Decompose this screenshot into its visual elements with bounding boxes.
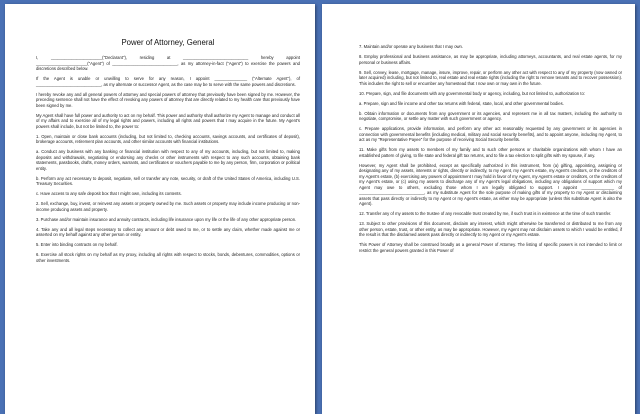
paragraph: b. Perform any act necessary to deposit, negotiate, sell or transfer any note, security, or draft of the United States of America, including U.S. Treasury Securities. (36, 175, 300, 186)
paragraph: 11. Make gifts from my assets to members of my family and to such other persons or charitable organizations with whom I have an established pattern of giving, to file state and federal gift tax returns, and to file a tax election to split gifts with my spouse, if any. (359, 147, 622, 158)
paragraph: 13. Subject to other provisions of this document, disclaim any interest, which might otherwise be transferred or distributed to me from any other person, estate, trust, or other entity, as may be appropriate. However, my Agent may not disclaim assets to which I would be entitled, if the result is that the disclaimed assets pass directly or indirectly to my Agent or my Agent's estate. (359, 221, 622, 237)
document-page-2 (322, 4, 635, 414)
paragraph: 6. Exercise all stock rights on my behalf as my proxy, including all rights with respect to stocks, bonds, debentures, commodities, options or other investments. (36, 252, 300, 263)
paragraph: 3. Purchase and/or maintain insurance and annuity contracts, including life insurance upon my life or the life of any other appropriate person. (36, 216, 297, 222)
paragraph: 9. Sell, convey, lease, mortgage, manage, insure, improve, repair, or perform any other act with respect to any of my property (now owned or later acquired) including, but not limited to, real estate and real estate rights (including the right to remove tenants and to recover possession). This includes the right to sell or encumber any homestead that I now own or may own in the future. (359, 69, 622, 86)
paragraph: I hereby revoke any and all general powers of attorney and special powers of attorney that previously have been signed by me. However, the preceding sentence shall not have the effect of revoking any powers of attorney that are directly related to my health care that previously have been signed by me. (36, 91, 300, 108)
paragraph: 7. Maintain and/or operate any business that I may own. (359, 44, 464, 49)
paragraph: 2. Sell, exchange, buy, invest, or reinvest any assets or property owned by me. Such assets or property may include income producing or non-income producing assets and property. (36, 201, 300, 212)
paragraph: 10. Prepare, sign, and file documents with any governmental body or agency, including, but not limited to, authorization to: (359, 90, 585, 96)
document-title: Power of Attorney, General (121, 38, 215, 47)
paragraph: c. Have access to any safe deposit box that I might own, including its contents. (36, 191, 182, 196)
paragraph: 8. Employ professional and business assistance, as may be appropriate, including attorneys, accountants, and real estate agents, for my personal or business affairs. (359, 54, 622, 65)
paragraph: My Agent shall have full power and authority to act on my behalf. This power and authority shall authorize my Agent to manage and conduct all of my affairs and to exercise all of my legal rights and powers, including all rights and powers that I may acquire in the future. My Agent's powers shall include, but not be limited to, the power to: (36, 112, 300, 129)
paragraph: c. Prepare applications, provide information, and perform any other act reasonably requested by any government or its agencies in connection with governmental benefits (including medical, military and social security benefits), and to appoint anyone, including my Agent, to act as my "Representative Payee" for the purpose of receiving Social Security benefits. (359, 126, 622, 142)
paragraph: 12. Transfer any of my assets to the trustee of any revocable trust created by me, if such trust is in existence at the time of such transfer. (359, 211, 612, 216)
paragraph: 1. Open, maintain or close bank accounts (including, but not limited to, checking accounts, savings accounts, and certificates of deposit), brokerage accounts, retirement plan accounts, and other similar accounts with financial institutions. (36, 133, 300, 144)
paragraph: 5. Enter into binding contracts on my behalf. (36, 242, 118, 247)
document-page-1 (5, 4, 315, 414)
page-content (359, 44, 622, 253)
paragraph: If the Agent is unable or unwilling to serve for any reason, I appoint ______________ ("Alternate Agent"), of ____________________________, as my alternate or successor Agent, as the case may be to serve with the same powers and discretions. (36, 76, 300, 87)
paragraph: a. Prepare, sign and file income and other tax returns with federal, state, local, and other governmental bodies. (359, 100, 564, 106)
paragraph: b. Obtain information or documents from any government or its agencies, and represent me in all tax matters, including the authority to negotiate, compromise, or settle any matter with such government or agency. (359, 110, 622, 121)
paragraph: I, ______________________("Declarant"), residing at ____________________________ hereby appoint ______________________("Agent") of ____________________________, as my attorney-in-fact ("Agent") to exercise the powers and discretions described below. (36, 55, 300, 71)
page-content (36, 38, 300, 263)
paragraph: a. Conduct any business with any banking or financial institution with respect to any of my accounts, including, but not limited to, making deposits and withdrawals, negotiating or endorsing any checks or other instruments with respect to any such accounts, obtaining bank statements, passbooks, drafts, money orders, warrants, and certificates or vouchers payable to me by any person, firm, corporation or political entity. (36, 149, 300, 171)
paragraph: However, my Agent shall be prohibited, except as specifically authorized in this instrument, from (a) gifting, appointing, assigning or designating any of my assets, interests or rights, directly or indirectly, to my Agent, my Agent's estate, my Agent's creditors, or the creditors of my Agent's estate, (b) exercising any powers of appointment I may hold in favor of my Agent, my Agent's estate or creditors, or the creditors of my Agent's estate, or (c) using my assets to discharge any of my Agent's legal obligations, including any obligations of support which my Agent may owe to others, excluding those whom I am legally obligated to support. I appoint ______________ of ____________________________, as my substitute Agent for the sole purpose of making gifts of my property to my Agent or disclaiming assets that pass directly or indirectly to my Agent or my Agent's estate, as either may be appropriate (unless this substitute Agent is also the Agent). (359, 162, 622, 206)
paragraph: 4. Take any and all legal steps necessary to collect any amount or debt owed to me, or to settle any claim, whether made against me or asserted on my behalf against any other person or entity. (36, 226, 300, 237)
paragraph: This Power of Attorney shall be construed broadly as a general Power of Attorney. The listing of specific powers is not intended to limit or restrict the general powers granted in this Power of (359, 242, 622, 253)
